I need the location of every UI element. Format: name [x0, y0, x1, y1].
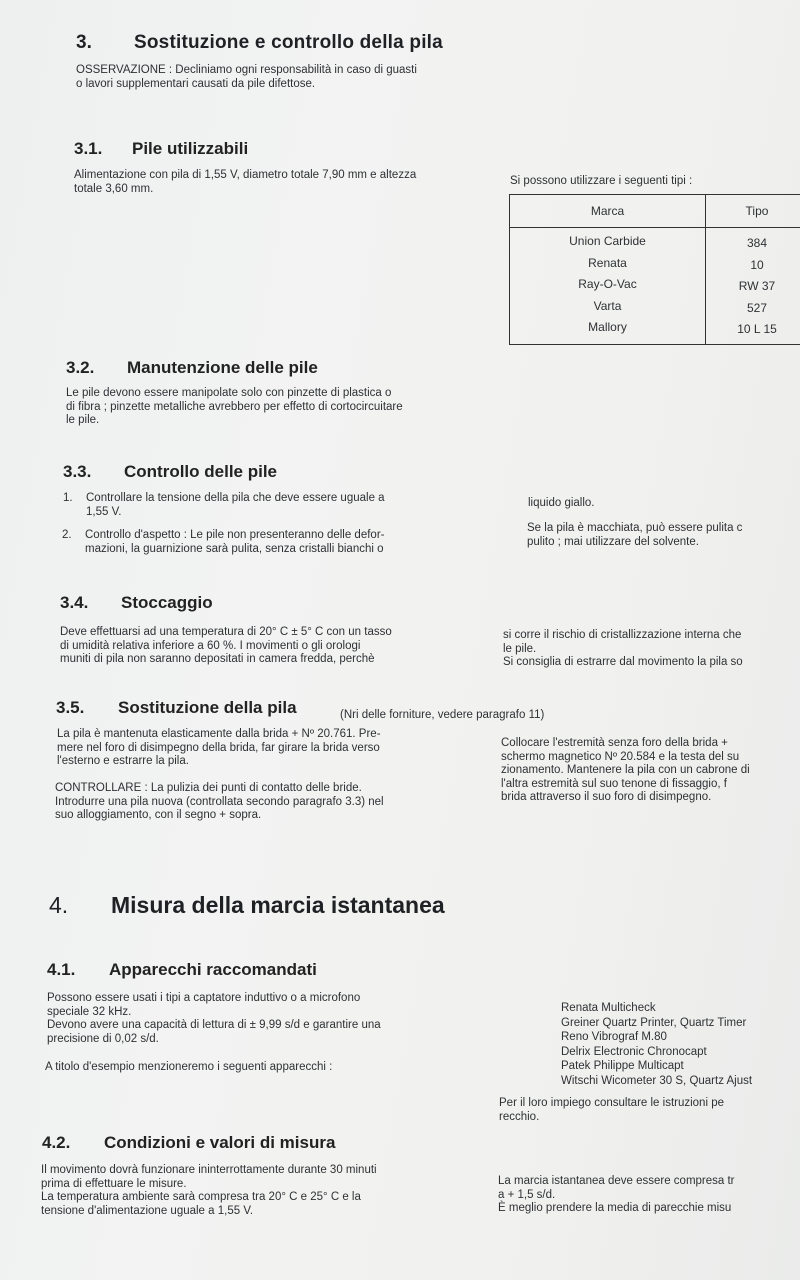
section-3-5-text-1: La pila è mantenuta elasticamente dalla brida + Nº 20.761. Pre- mere nel foro di disimpegno della brida, far girare la brida verso l'esterno e estrarre la pila.: [57, 728, 381, 767]
tipo-cell: 527: [746, 300, 768, 315]
section-3-2-text: Le pile devono essere manipolate solo con pinzette di plastica o di fibra ; pinzette metalliche avrebbero per effetto di cortocircuitare le pile.: [66, 387, 403, 426]
section-4-2-title: Condizioni e valori di misura: [104, 1133, 336, 1152]
section-3-5-right: Collocare l'estremità senza foro della brida + schermo magnetico Nº 20.584 e la testa del su zionamento. Mantenere la pila con un cabrone di l'altra estremità sul suo tenone di fissaggio, f brida attraverso il suo foro di disimpegno.: [501, 737, 750, 803]
section-3-5-note: (Nri delle forniture, vedere paragrafo 11): [340, 709, 545, 721]
list-index: 1.: [63, 492, 73, 504]
osservazione-note: OSSERVAZIONE : Decliniamo ogni responsabilità in caso di guasti o lavori supplementari causati da pile difettose.: [76, 64, 417, 90]
section-3-5-number: 3.5.: [56, 698, 85, 717]
tipo-cell: 384: [746, 236, 768, 250]
tipo-column: [706, 228, 800, 345]
marca-cell: Mallory: [588, 320, 627, 334]
section-4-number: 4.: [49, 892, 69, 918]
list-index: 2.: [62, 529, 72, 541]
section-3-title: Sostituzione e controllo della pila: [134, 32, 443, 53]
battery-types-intro: Si possono utilizzare i seguenti tipi :: [510, 175, 693, 187]
section-4-2-text: Il movimento dovrà funzionare ininterrottamente durante 30 minuti prima di effettuare le misure. La temperatura ambiente sarà compresa tra 20° C e 25° C e la tensione d'alimentazione uguale a 1,55 V.: [41, 1164, 377, 1217]
section-3-4-text: Deve effettuarsi ad una temperatura di 20° C ± 5° C con un tasso di umidità relativa inferiore a 60 %. I movimenti o gli orologi muniti di pila non saranno depositati in camera fredda, perchè: [60, 626, 392, 665]
section-3-3-right-2: Se la pila è macchiata, può essere pulita c pulito ; mai utilizzare del solvente.: [527, 522, 743, 548]
column-header-tipo: Tipo: [706, 195, 800, 228]
section-3-3-number: 3.3.: [63, 462, 92, 481]
tipo-cell: 10: [750, 257, 764, 272]
device-list: Renata Multicheck Greiner Quartz Printer, Quartz Timer Reno Vibrograf M.80 Delrix Electronic Chronocapt Patek Philippe Multicapt Witschi Wicometer 30 S, Quartz Ajust: [561, 1002, 753, 1087]
section-3-1-title: Pile utilizzabili: [132, 139, 249, 158]
marca-cell: Renata: [588, 255, 627, 270]
marca-cell: Union Carbide: [569, 234, 646, 248]
section-3-4-number: 3.4.: [60, 593, 89, 612]
section-4-1-title: Apparecchi raccomandati: [109, 960, 317, 979]
section-4-2-number: 4.2.: [42, 1133, 71, 1152]
tipo-cell: RW 37: [738, 279, 776, 293]
section-3-number: 3.: [76, 32, 92, 53]
section-3-4-right: si corre il rischio di cristallizzazione interna che le pile. Si consiglia di estrarre dal movimento la pila so: [503, 629, 743, 668]
section-4-2-right: La marcia istantanea deve essere compresa tr a + 1,5 s/d. È meglio prendere la media di parecchie misu: [498, 1175, 735, 1214]
marca-cell: Varta: [593, 298, 622, 313]
marca-column: [510, 228, 706, 345]
list-item: Controllo d'aspetto : Le pile non presenteranno delle defor- mazioni, la guarnizione sarà pulita, senza cristalli bianchi o: [85, 529, 385, 555]
section-3-1-text: Alimentazione con pila di 1,55 V, diametro totale 7,90 mm e altezza totale 3,60 mm.: [74, 169, 417, 195]
section-4-1-example: A titolo d'esempio menzioneremo i seguenti apparecchi :: [45, 1061, 333, 1073]
section-3-2-title: Manutenzione delle pile: [127, 358, 318, 377]
list-item: Controllare la tensione della pila che deve essere uguale a 1,55 V.: [86, 492, 385, 518]
section-3-3-right-1: liquido giallo.: [528, 497, 595, 509]
table-body-row: [510, 228, 800, 345]
table-header-row: [510, 195, 800, 228]
section-3-5-text-2: CONTROLLARE : La pulizia dei punti di contatto delle bride. Introdurre una pila nuova (controllata secondo paragrafo 3.3) nel suo alloggiamento, con il segno + sopra.: [55, 782, 384, 821]
marca-cell: Ray-O-Vac: [578, 277, 637, 291]
section-3-3-title: Controllo delle pile: [124, 462, 278, 481]
battery-types-table: [509, 194, 800, 345]
section-3-4-title: Stoccaggio: [121, 593, 213, 612]
section-4-1-text: Possono essere usati i tipi a captatore induttivo o a microfono speciale 32 kHz. Devono avere una capacità di lettura di ± 9,99 s/d e garantire una precisione di 0,02 s/d.: [47, 992, 381, 1045]
section-3-1-number: 3.1.: [74, 139, 103, 158]
section-3-2-number: 3.2.: [66, 358, 95, 377]
section-4-1-usage: Per il loro impiego consultare le istruzioni pe recchio.: [499, 1097, 724, 1123]
tipo-cell: 10 L 15: [737, 322, 777, 336]
section-3-5-title: Sostituzione della pila: [118, 698, 297, 717]
section-4-title: Misura della marcia istantanea: [111, 892, 445, 918]
column-header-marca: Marca: [510, 195, 706, 228]
section-4-1-number: 4.1.: [47, 960, 76, 979]
